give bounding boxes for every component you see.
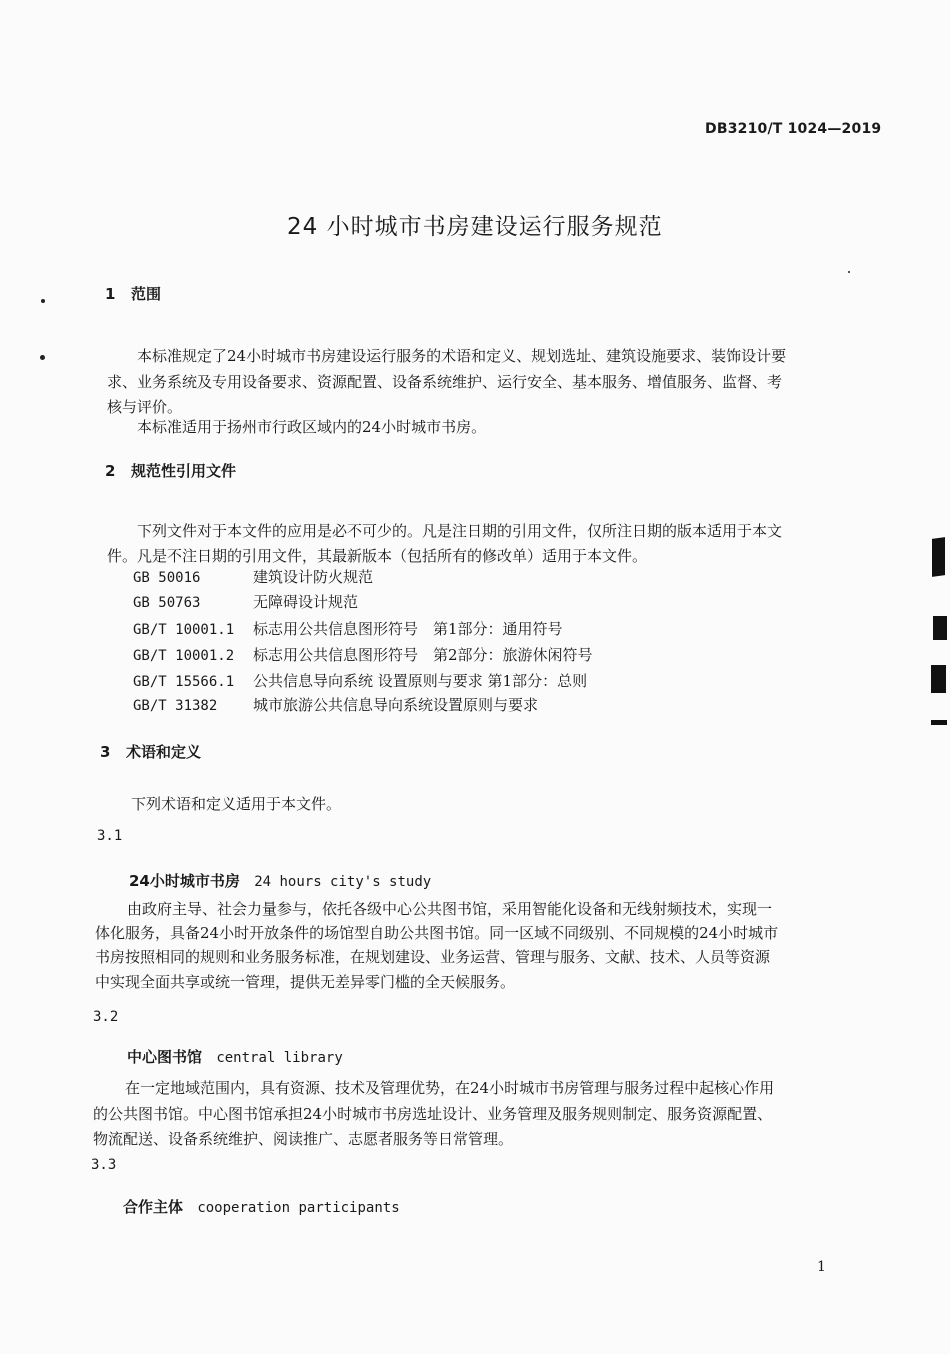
paragraph-line: 求、业务系统及专用设备要求、资源配置、设备系统维护、运行安全、基本服务、增值服务、监督、考 <box>107 373 783 391</box>
reference-code: GB/T 15566.1 <box>133 674 235 690</box>
scan-speck <box>41 299 45 303</box>
term-english: central library <box>216 1050 343 1066</box>
paragraph-line: 的公共图书馆。中心图书馆承担24小时城市书房选址设计、业务管理及服务规则制定、服务资源配置、 <box>93 1105 773 1123</box>
section-number: 1 <box>105 285 116 303</box>
paragraph-line: 在一定地域范围内，具有资源、技术及管理优势，在24小时城市书房管理与服务过程中起核心作用 <box>125 1079 775 1097</box>
section-number: 2 <box>105 462 116 480</box>
paragraph-line: 由政府主导、社会力量参与，依托各级中心公共图书馆，采用智能化设备和无线射频技术，实现一 <box>127 900 773 918</box>
reference-title: 无障碍设计规范 <box>253 593 359 611</box>
term-heading <box>123 1196 400 1217</box>
reference-item <box>133 566 373 587</box>
page-number: 1 <box>817 1259 826 1275</box>
reference-title: 城市旅游公共信息导向系统设置原则与要求 <box>253 696 539 714</box>
section-1-heading <box>105 283 161 304</box>
paragraph-line: 核与评价。 <box>107 398 183 416</box>
term-chinese: 合作主体 <box>123 1198 184 1216</box>
binding-mark <box>931 720 947 725</box>
paragraph-line: 本标准规定了24小时城市书房建设运行服务的术语和定义、规划选址、建筑设施要求、装饰设计要 <box>137 347 787 365</box>
document-title: 24 小时城市书房建设运行服务规范 <box>287 214 663 240</box>
section-title: 术语和定义 <box>126 743 202 761</box>
reference-item <box>133 670 587 691</box>
section-2-heading <box>105 460 236 481</box>
term-number: 3.1 <box>97 828 123 844</box>
term-english: 24 hours city's study <box>254 874 432 890</box>
term-english: cooperation participants <box>197 1200 400 1216</box>
paragraph-line: 体化服务，具备24小时开放条件的场馆型自助公共图书馆。同一区域不同级别、不同规模的24小时城市 <box>95 924 779 942</box>
paragraph-line: 物流配送、设备系统维护、阅读推广、志愿者服务等日常管理。 <box>93 1130 514 1148</box>
scan-speck <box>40 355 45 360</box>
section-intro: 下列术语和定义适用于本文件。 <box>131 795 342 813</box>
term-heading <box>127 1046 343 1067</box>
binding-mark <box>933 616 947 640</box>
reference-code: GB/T 10001.2 <box>133 648 235 664</box>
standard-number: DB3210/T 1024—2019 <box>705 121 882 137</box>
reference-title: 标志用公共信息图形符号 第2部分：旅游休闲符号 <box>253 646 593 664</box>
paragraph-line: 中实现全面共享或统一管理，提供无差异零门槛的全天候服务。 <box>95 973 516 991</box>
binding-mark <box>932 537 945 577</box>
reference-title: 公共信息导向系统 设置原则与要求 第1部分：总则 <box>253 672 588 690</box>
reference-item <box>133 694 538 715</box>
reference-code: GB 50016 <box>133 570 201 586</box>
reference-item <box>133 618 563 639</box>
paragraph-line: 件。凡是不注日期的引用文件，其最新版本（包括所有的修改单）适用于本文件。 <box>107 547 648 565</box>
scan-speck <box>848 271 850 273</box>
reference-code: GB/T 31382 <box>133 698 218 714</box>
reference-item <box>133 644 593 665</box>
reference-code: GB/T 10001.1 <box>133 622 235 638</box>
term-chinese: 24小时城市书房 <box>129 872 240 890</box>
binding-mark <box>931 665 946 693</box>
term-chinese: 中心图书馆 <box>127 1048 203 1066</box>
paragraph-line: 本标准适用于扬州市行政区域内的24小时城市书房。 <box>137 418 487 436</box>
section-title: 范围 <box>131 285 162 303</box>
paragraph-line: 下列文件对于本文件的应用是必不可少的。凡是注日期的引用文件，仅所注日期的版本适用于本文 <box>137 522 783 540</box>
term-number: 3.3 <box>91 1157 117 1173</box>
term-heading <box>129 870 431 891</box>
section-title: 规范性引用文件 <box>131 462 237 480</box>
reference-title: 标志用公共信息图形符号 第1部分：通用符号 <box>253 620 563 638</box>
paragraph-line: 书房按照相同的规则和业务服务标准，在规划建设、业务运营、管理与服务、文献、技术、人员等资源 <box>95 948 771 966</box>
term-number: 3.2 <box>93 1009 119 1025</box>
section-number: 3 <box>100 743 111 761</box>
reference-item <box>133 591 358 612</box>
section-3-heading <box>100 741 201 762</box>
reference-code: GB 50763 <box>133 595 201 611</box>
reference-title: 建筑设计防火规范 <box>253 568 374 586</box>
